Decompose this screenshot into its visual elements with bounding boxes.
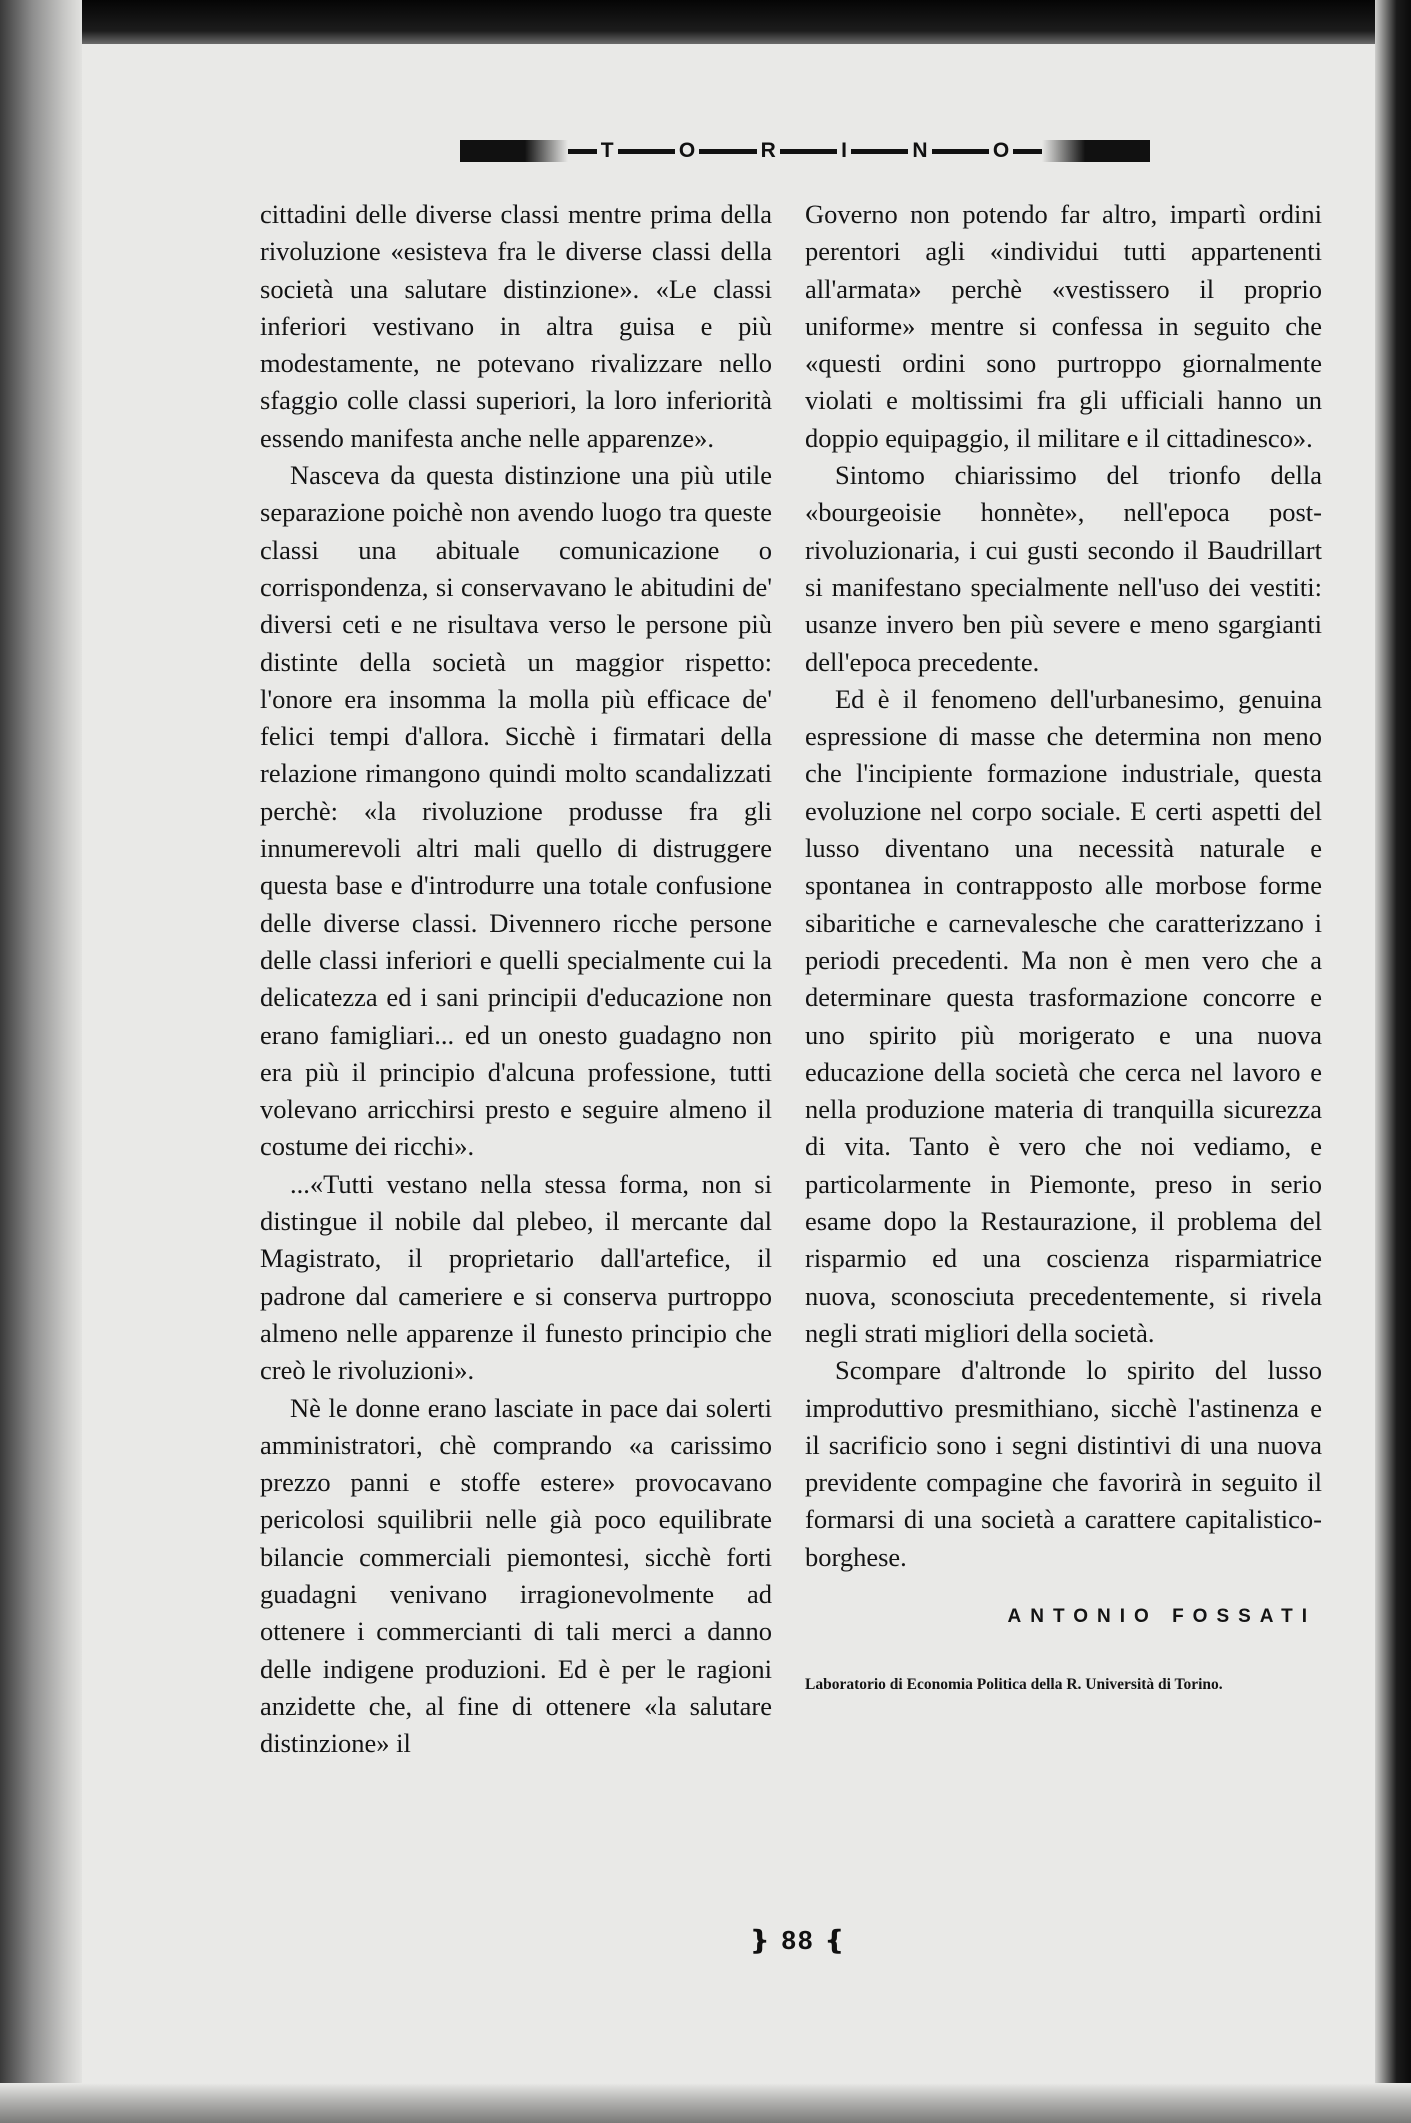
left-column [260, 196, 772, 1762]
paragraph: Governo non potendo far altro, impartì ordini perentori agli «individui tutti appartenenti all'armata» perchè «vestissero il proprio uniforme» mentre si confessa in seguito che «questi ordini sono purtroppo giornalmente violati e moltissimi fra gli ufficiali hanno un doppio equipaggio, il militare e il cittadinesco». [805, 199, 1322, 453]
footnote: Laboratorio di Economia Politica della R. Università di Torino. [805, 1676, 1223, 1694]
header-ornament-left [460, 140, 568, 162]
scan-edge-left [0, 0, 82, 2123]
right-column [805, 196, 1322, 1697]
header-title [568, 138, 1042, 164]
header-letter: N [908, 139, 931, 163]
header-letter: T [597, 139, 618, 163]
header-letter: R [757, 139, 780, 163]
scan-edge-bottom [0, 2083, 1411, 2123]
paragraph: Nasceva da questa distinzione una più utile separazione poichè non avendo luogo tra queste classi una abituale comunicazione o corrispondenza, si conservavano le abitudini de' diversi ceti e ne risultava verso le persone più distinte della società un maggior rispetto: l'onore era insomma la molla più efficace de' felici tempi d'allora. Sicchè i firmatari della relazione rimangono quindi molto scandalizzati perchè: «la rivoluzione produsse fra gli innumerevoli altri mali quello di distruggere questa base e d'introdurre una totale confusione delle diverse classi. Divennero ricche persone delle classi inferiori e quelli specialmente cui la delicatezza ed i sani principii d'educazione non erano famigliari... ed un onesto guadagno non era più il principio d'alcuna professione, tutti volevano arricchirsi presto e seguire almeno il costume dei ricchi». [260, 460, 772, 1162]
header-letter: O [989, 139, 1013, 163]
running-header [460, 138, 1150, 164]
paragraph: ...«Tutti vestano nella stessa forma, non si distingue il nobile dal plebeo, il mercante dal Magistrato, il proprietario dall'artefice, il padrone dal cameriere e si conserva purtroppo almeno nelle apparenze il funesto principio che creò le rivoluzioni». [260, 1168, 772, 1386]
author-signature: ANTONIO FOSSATI [1007, 1605, 1316, 1627]
paragraph: Sintomo chiarissimo del trionfo della «bourgeoisie honnète», nell'epoca post-rivoluzionaria, i cui gusti secondo il Baudrillart si manifestano specialmente nell'uso dei vestiti: usanze invero ben più severe e meno sgargianti dell'epoca precedente. [805, 460, 1322, 677]
paragraph: Nè le donne erano lasciate in pace dai solerti amministratori, chè comprando «a carissimo prezzo panni e stoffe estere» provocavano pericolosi squilibrii nelle già poco equilibrate bilancie commerciali piemontesi, sicchè forti guadagni venivano irragionevolmente ad ottenere i commercianti di tali merci a danno delle indigene produzioni. Ed è per le ragioni anzidette che, al fine di ottenere «la salutare distinzione» il [260, 1392, 772, 1759]
scan-edge-right [1375, 0, 1411, 2123]
paragraph: Ed è il fenomeno dell'urbanesimo, genuina espressione di masse che determina non meno che l'incipiente formazione industriale, questa evoluzione nel corpo sociale. E certi aspetti del lusso diventano una necessità naturale e spontanea in contrapposto alle morbose forme sibaritiche e carnevalesche che caratterizzano i periodi precedenti. Ma non è men vero che a determinare questa trasformazione concorre e uno spirito più morigerato e una nuova educazione della società che cerca nel lavoro e nella produzione materia di tranquilla sicurezza di vita. Tanto è vero che noi vediamo, e particolarmente in Piemonte, preso in serio esame dopo la Restaurazione, il problema del risparmio ed una coscienza risparmiatrice nuova, sconosciuta precedentemente, si rivela negli strati migliori della società. [805, 683, 1322, 1348]
header-ornament-right [1042, 140, 1150, 162]
page-number-ornament-right: ❴ [823, 1925, 848, 1955]
page-number-ornament-left: ❵ [748, 1925, 773, 1955]
paragraph: cittadini delle diverse classi mentre prima della rivoluzione «esisteva fra le diverse classi della società una salutare distinzione». «Le classi inferiori vestivano in altra guisa e più modestamente, ne potevano rivalizzare nello sfaggio colle classi superiori, la loro inferiorità essendo manifesta anche nelle apparenze». [260, 199, 772, 453]
page-number-value: 88 [781, 1925, 815, 1955]
page-number [728, 1925, 868, 1956]
paragraph: Scompare d'altronde lo spirito del lusso improduttivo presmithiano, sicchè l'astinenza e il sacrificio sono i segni distintivi di una nuova previdente compagine che favorirà in seguito il formarsi di una società a carattere capitalistico-borghese. [805, 1355, 1322, 1572]
header-letter: O [675, 139, 699, 163]
header-letter: I [837, 139, 851, 163]
scan-edge-top [0, 0, 1411, 44]
